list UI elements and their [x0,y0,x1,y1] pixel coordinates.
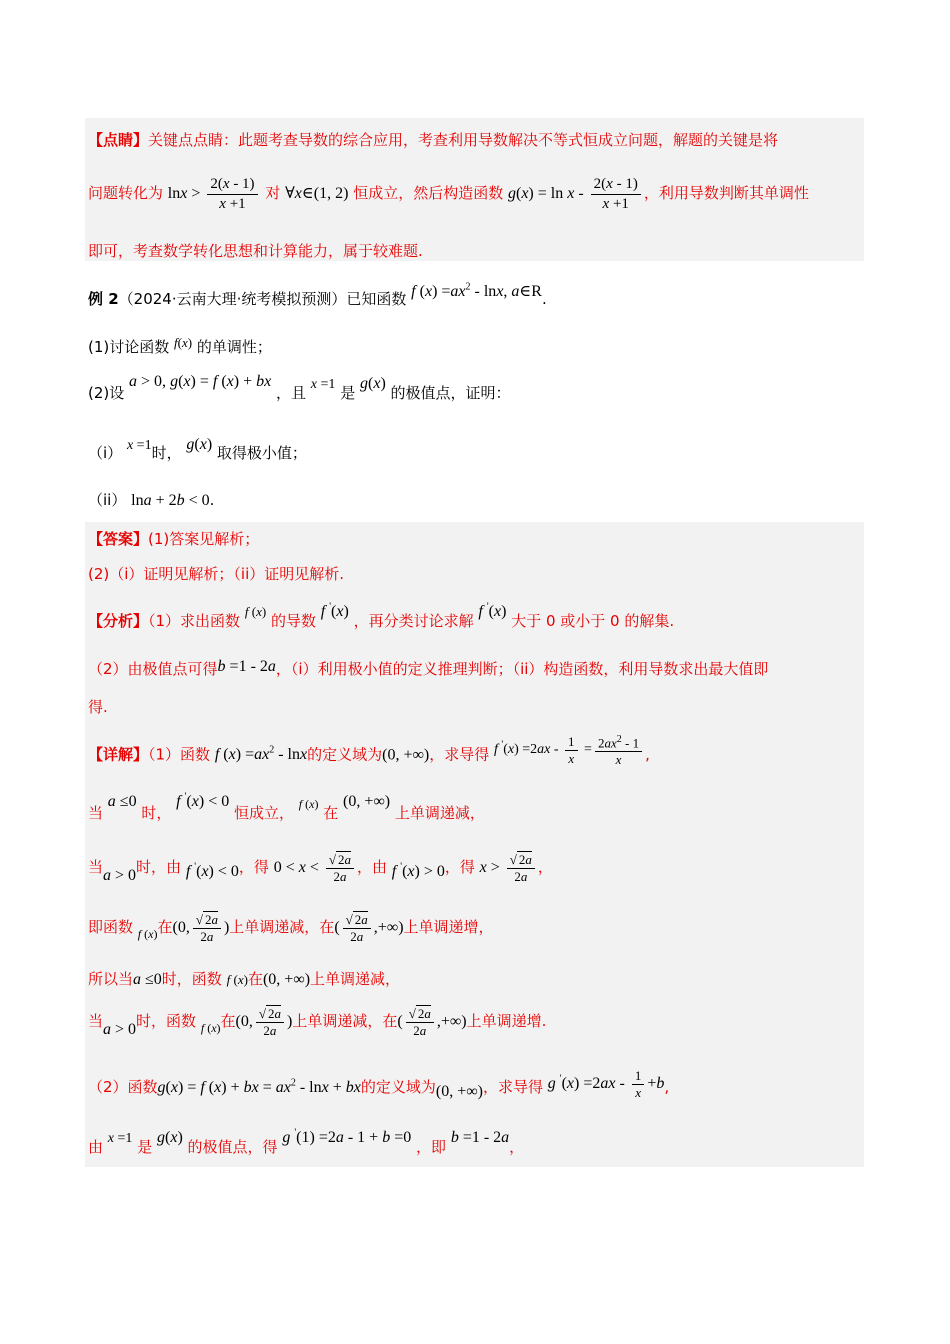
dianjing-text-2c: 恒成立，然后构造函数 [353,184,504,203]
dianjing-text-3: 即可，考查数学转化思想和计算能力，属于较难题. [88,242,423,260]
detail-dang-1: 当 [88,804,104,822]
formula-int-3: (0, $\frac{√ 2a}{2a}$ ) [235,1006,293,1038]
answer-text-1: (1)答案见解析； [148,530,260,548]
formula-qi-x: x =1 [126,438,152,453]
dianjing-tag: 【点睛】 [88,131,149,149]
qi-line [88,436,307,463]
dianjing-line-1 [88,129,778,150]
formula-qi-gx: g(x) [186,436,213,453]
q2-text-d: 的极值点，证明： [390,384,511,402]
detail-de-1: ，得 [238,858,269,877]
formula-a-le-0: a ≤0 [107,793,137,810]
dianjing-line-2 [88,175,809,214]
detail-dang-3: 当 [88,1012,104,1031]
formula-domain-3: (0, +∞) [262,971,311,988]
detail-dizeng-end: 上单调递增. [466,1012,547,1031]
formula-an-fpx: f '(x) [320,601,349,620]
analysis-text-1b: 的导数 [270,612,316,630]
formula-a-gt-0-2: a > 0 [103,1021,137,1039]
example-label: 例 2 [88,290,119,308]
detail-dijian-3: 上单调递减， [310,970,401,988]
qii-line: （ii） lna + 2b < 0. [88,491,215,509]
formula-fx-small-2: f (x) [137,927,158,942]
formula-fp-lt-0-b: f '(x) < 0 [185,861,239,881]
analysis-line-2 [88,658,768,679]
formula-range-1: 0 < x < $\frac{√ 2a}{2a}$ [274,859,357,876]
formula-qii: lna + 2b < 0 [131,492,210,509]
formula-fx-def: f $(x) =ax^2 - \ln x$, a∈R [411,281,542,300]
formula-fx: f [174,335,178,350]
detail-line-3: 当a > 0时，由 f '(x) < 0，得 0 < x < $\frac{√ 2a}{2a}$ ，由 f '(x) > 0，得 x > $\frac{√ 2a}{2a}$ ， [88,852,553,885]
formula-an-fpx-2: f '(x) [478,601,507,620]
detail-hanshu-2: 时，函数 [136,1012,197,1031]
formula-fp-lt-0: f '(x) < 0 [176,791,230,810]
detail-line-4: 即函数 $_{f (x)}$在(0, $\frac{√ 2a}{2a}$ )上单调递减，在( $\frac{√ 2a}{2a}$ ,+∞)上单调递增， [88,912,494,944]
q1-text-b: 的单调性； [196,338,272,356]
q2-text-a: (2)设 [88,384,125,402]
detail-you-2: 由 [88,1138,104,1156]
detail-shi-1: 时， [141,804,172,822]
formula-d1-deriv: f '(x) =2ax - $\frac{1}{x}$ = $\frac{2ax^2 - 1}{x}$ [494,742,645,757]
formula-forall: ∀x∈(1, 2) [285,185,349,203]
answer-tag: 【答案】 [88,530,149,548]
answer-line-2 [88,563,344,584]
formula-domain-2: (0, +∞) [343,793,391,810]
formula-a-gt-0: a > 0 [103,867,137,885]
detail-line-7: （2）函数g(x) = f (x) + bx = $ax^2$ - lnx + bx的定义域为(0, +∞)，求导得 g '(x) =2ax - $\frac{1}{x}$ +b, [88,1068,670,1101]
formula-d1-fx: f $(x) =ax^2 - \ln x$ [214,745,308,764]
formula-a-le-0-2: a ≤0 [133,971,162,988]
detail-text-1b: 的定义域为 [307,745,383,764]
dianjing-line-3 [88,240,423,261]
formula-x-eq-1: x =1 [310,377,336,392]
detail-line-1: 【详解】（1）函数 f $(x) =ax^2 - \ln x$的定义域为(0, +∞)，求导得 f '(x) =2ax - $\frac{1}{x}$ = $\frac{2ax^2 - 1}{x}$ , [88,733,650,768]
detail-text-2b: 的定义域为 [360,1078,436,1097]
detail-dijian-2: 上单调递减， [229,918,320,937]
detail-jizhidian: 的极值点，得 [187,1138,278,1156]
detail-jihanshu: 即函数 [88,918,134,937]
analysis-tag: 【分析】 [88,612,149,630]
qii-label: （ii） [88,491,127,509]
example-title-line: 例 2（2024·云南大理·统考模拟预测）已知函数 f $(x) =ax^2 - \ln x$, a∈R. [88,281,547,308]
formula-ln-ineq: lnx > $\frac{2(x - 1)}{x +1}$ [168,185,261,202]
detail-hanshu-1: 时，函数 [161,970,222,988]
qi-text-a: 时， [151,444,182,462]
formula-an-fx: f (x) [244,604,267,619]
detail-suoyi: 所以当 [88,970,134,988]
detail-dang-2: 当 [88,858,104,877]
q2-line [88,373,511,403]
detail-line-2 [88,791,485,823]
formula-gx-3: g(x) [157,1129,183,1146]
analysis-text-2b: ，（i）利用极小值的定义推理判断；（ii）构造函数，利用导数求出最大值即 [275,660,769,678]
detail-text-2c: ，求导得 [482,1078,543,1097]
formula-b-eq-2: b =1 - 2a [450,1129,510,1146]
formula-b-eq: b =1 - 2a [217,658,276,675]
qi-label: （i） [88,444,123,462]
detail-zai-4: 在 [247,970,263,988]
analysis-text-1a: （1）求出函数 [148,612,241,630]
detail-line-5 [88,968,400,989]
detail-line-6: 当a > 0时，函数 $_{f (x)}$在(0, $\frac{√ 2a}{2a}$ )上单调递减，在( $\frac{√ 2a}{2a}$ ,+∞)上单调递增. [88,1006,547,1039]
formula-int-2: ( $\frac{√ 2a}{2a}$ ,+∞) [334,912,404,944]
detail-text-1c: ，求导得 [429,745,490,764]
formula-fx-small-3: f (x) [200,1021,221,1036]
detail-text-2a: （2）函数 [88,1078,158,1097]
dianjing-text-1: 关键点点睛：此题考查导数的综合应用，考查利用导数解决不等式恒成立问题，解题的关键是将 [148,131,779,149]
analysis-text-2a: （2）由极值点可得 [88,660,218,678]
dianjing-text-2a: 问题转化为 [88,184,164,203]
answer-text-2: (2)（i）证明见解析；（ii）证明见解析. [88,565,345,583]
q2-text-b: ，且 [276,384,307,402]
analysis-line-1 [88,601,675,631]
detail-zai-5: 在 [220,1012,236,1031]
analysis-line-3 [88,696,108,717]
analysis-text-1c: ，再分类讨论求解 [353,612,474,630]
formula-domain-4: (0, +∞) [435,1083,483,1101]
formula-gp1: g '(1) =2a - 1 + b =0 [282,1127,412,1146]
formula-fp-gt-0: f '(x) > 0 [391,861,445,881]
detail-dijian-4: 上单调递减， [292,1012,383,1031]
q1-line: (1)讨论函数 f(x) 的单调性； [88,335,272,356]
detail-zai-2: 在 [157,918,173,937]
detail-dijian-1: 上单调递减， [394,804,485,822]
example-source: （2024·云南大理·统考模拟预测）已知函数 [118,290,407,308]
formula-d2-deriv: g '(x) =2ax - $\frac{1}{x}$ +b [547,1068,665,1100]
formula-int-4: ( $\frac{√ 2a}{2a}$ ,+∞) [397,1006,467,1038]
formula-fx-small: f (x) [298,797,319,811]
formula-d2-gx: g(x) = f (x) + bx = $ax^2$ - lnx + bx [157,1077,361,1097]
detail-ji: ，即 [416,1138,447,1156]
answer-line-1 [88,528,259,549]
q2-text-c: 是 [340,384,356,402]
dianjing-text-2d: ，利用导数判断其单调性 [643,184,809,203]
formula-domain-1: (0, +∞) [382,746,430,764]
formula-range-2: x > $\frac{√ 2a}{2a}$ [480,859,538,876]
detail-text-1a: （1）函数 [148,745,211,764]
formula-gx-2: g(x) [360,375,386,392]
detail-line-8: 由 x =1 是 g(x) 的极值点，得 g '(1) =2a - 1 + b =0 ，即 b =1 - 2a， [88,1127,525,1156]
formula-gx: g(x) = ln x - $\frac{2(x - 1)}{x +1}$ [508,185,644,202]
formula-fx-3: f (x) [226,972,248,987]
analysis-text-3: 得. [88,698,108,716]
qi-text-b: 取得极小值； [216,444,307,462]
analysis-text-1d: 大于 0 或小于 0 的解集. [511,612,675,630]
q1-text-a: (1)讨论函数 [88,338,170,356]
formula-x-eq-1-b: x =1 [107,1131,133,1146]
detail-hengchengli: 恒成立， [234,804,295,822]
detail-shi-3: 是 [137,1138,153,1156]
formula-int-1: (0, $\frac{√ 2a}{2a}$ ) [172,912,230,944]
detail-dizeng-1: 上单调递增， [403,918,494,937]
dianjing-text-2b: 对 [265,184,281,203]
detail-tag: 【详解】 [88,745,149,764]
detail-shi-2: 时， [136,858,167,877]
formula-q2-cond: a > 0, g(x) = f (x) + bx [129,373,272,390]
detail-zai-1: 在 [323,804,339,822]
